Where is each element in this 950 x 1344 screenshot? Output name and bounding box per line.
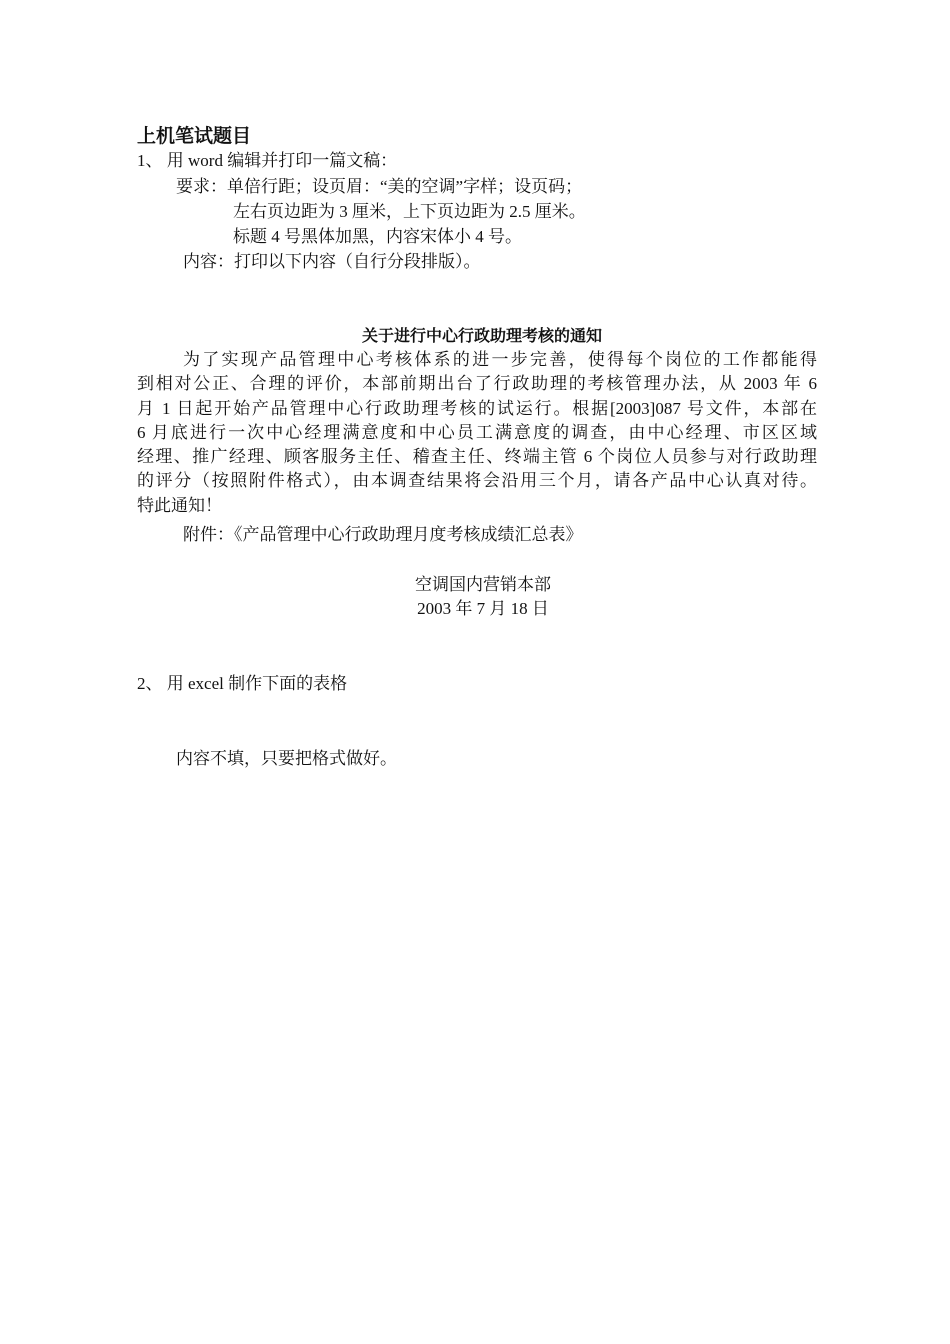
task-item-2: 2、 用 excel 制作下面的表格 bbox=[137, 674, 348, 693]
notice-body-line: 月 1 日起开始产品管理中心行政助理考核的试运行。根据[2003]087 号文件，本部在 bbox=[137, 398, 817, 418]
notice-body bbox=[137, 348, 817, 518]
notice-title: 关于进行中心行政助理考核的通知 bbox=[361, 326, 602, 345]
notice-body-line: 到相对公正、合理的评价，本部前期出台了行政助理的考核管理办法，从 2003 年 6 bbox=[137, 374, 817, 394]
notice-body-line: 经理、推广经理、顾客服务主任、稽查主任、终端主管 6 个岗位人员参与对行政助理 bbox=[137, 447, 817, 467]
content-instruction: 内容：打印以下内容（自行分段排版）。 bbox=[183, 252, 481, 271]
notice-body-line: 为了实现产品管理中心考核体系的进一步完善，使得每个岗位的工作都能得 bbox=[183, 350, 817, 369]
notice-body-line: 6 月底进行一次中心经理满意度和中心员工满意度的调查，由中心经理、市区区域 bbox=[137, 422, 817, 442]
requirement-line-2: 左右页边距为 3 厘米，上下页边距为 2.5 厘米。 bbox=[233, 202, 586, 221]
requirement-line-3: 标题 4 号黑体加黑，内容宋体小 4 号。 bbox=[233, 227, 522, 246]
notice-body-line: 的评分（按照附件格式），由本调查结果将会沿用三个月，请各产品中心认真对待。 bbox=[137, 471, 817, 491]
task-item-1: 1、 用 word 编辑并打印一篇文稿： bbox=[137, 151, 398, 170]
page-heading: 上机笔试题目 bbox=[137, 125, 252, 147]
requirement-line-1: 要求：单倍行距；设页眉：“美的空调”字样；设页码； bbox=[176, 177, 583, 196]
task-item-2-note: 内容不填，只要把格式做好。 bbox=[176, 749, 397, 768]
notice-attachment: 附件：《产品管理中心行政助理月度考核成绩汇总表》 bbox=[183, 525, 583, 544]
notice-body-line: 特此通知！ bbox=[137, 495, 222, 515]
notice-date: 2003 年 7 月 18 日 bbox=[417, 599, 549, 618]
notice-sender: 空调国内营销本部 bbox=[415, 575, 551, 594]
